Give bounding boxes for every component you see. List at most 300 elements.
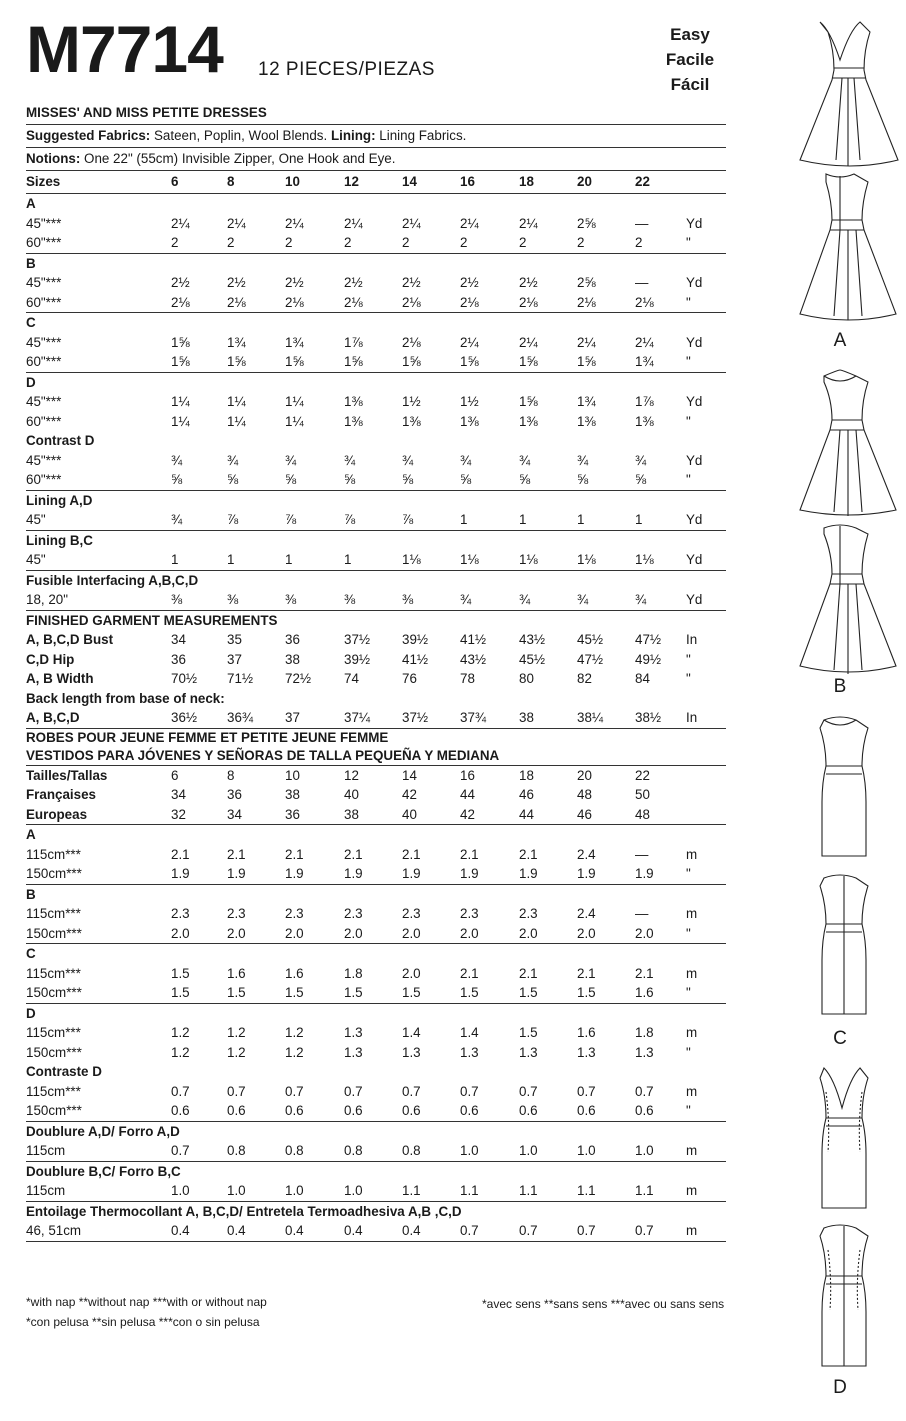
value-cell: 2.0 [344, 925, 363, 941]
value-cell: 1.6 [577, 1025, 596, 1040]
value-cell: 2.0 [402, 965, 421, 981]
value-cell: 36¾ [227, 710, 254, 725]
row-label: B [26, 255, 36, 271]
back-length-title [26, 689, 726, 709]
value-cell: 2.1 [402, 846, 421, 862]
dress-view-a-front-drawing [790, 20, 906, 170]
table-row [26, 1181, 726, 1201]
value-cell: 46 [577, 806, 592, 822]
value-cell: 1.9 [402, 866, 421, 881]
value-cell: 1⅛ [577, 552, 596, 567]
value-cell: 2.0 [285, 925, 304, 941]
row-label: 150cm*** [26, 866, 82, 881]
value-cell: 38 [285, 651, 300, 667]
value-cell: 2¼ [635, 334, 654, 350]
size-row [26, 765, 726, 786]
row-label: FINISHED GARMENT MEASUREMENTS [26, 612, 278, 628]
dress-view-c-front-drawing [790, 712, 906, 862]
unit-cell: Yd [686, 215, 703, 231]
title-fr [26, 728, 726, 747]
value-cell: ⅜ [285, 592, 297, 607]
row-label: Doublure B,C/ Forro B,C [26, 1163, 181, 1179]
difficulty-en: Easy [670, 25, 710, 44]
value-cell: ⅝ [519, 472, 531, 487]
value-cell: 2⅛ [402, 334, 421, 350]
value-cell: 1.3 [460, 1044, 479, 1060]
fabrics-label: Suggested Fabrics: [26, 128, 151, 143]
title-es [26, 747, 726, 765]
value-cell: 38½ [635, 710, 662, 725]
row-label: 115cm*** [26, 965, 81, 981]
section-title [26, 312, 726, 333]
value-cell: 1⅞ [635, 394, 654, 409]
table-row [26, 845, 726, 865]
unit-cell: m [686, 1025, 698, 1040]
table-row [26, 864, 726, 884]
value-cell: ⅜ [171, 592, 183, 607]
value-cell: ¾ [460, 592, 472, 607]
row-label: 115cm [26, 1183, 66, 1198]
table-row [26, 233, 726, 253]
value-cell: 1.5 [171, 985, 190, 1000]
fabrics-text: Sateen, Poplin, Wool Blends. [154, 128, 328, 143]
value-cell: 8 [227, 174, 235, 189]
suggested-fabrics [26, 125, 466, 147]
value-cell: 2½ [344, 275, 363, 290]
value-cell: 48 [577, 787, 592, 802]
value-cell: 1.5 [171, 965, 190, 981]
value-cell: 1.0 [285, 1183, 304, 1198]
view-label-b: B [833, 676, 847, 697]
row-label: VESTIDOS PARA JÓVENES Y SEÑORAS DE TALLA PEQUEÑA Y MEDIANA [26, 747, 500, 763]
value-cell: 1.9 [227, 866, 246, 881]
unit-cell: m [686, 1083, 698, 1099]
value-cell: 1.3 [635, 1044, 654, 1060]
difficulty-label [640, 22, 740, 97]
value-cell: 2 [285, 235, 293, 250]
value-cell: 6 [171, 174, 179, 189]
value-cell: 0.7 [227, 1083, 246, 1099]
value-cell: 1.2 [285, 1044, 304, 1060]
unit-cell: " [686, 1103, 691, 1118]
value-cell: 0.6 [285, 1103, 304, 1118]
value-cell: 1⅝ [171, 334, 190, 350]
table-row [26, 510, 726, 530]
row-label: Contraste D [26, 1064, 102, 1079]
value-cell: 2⅛ [171, 294, 190, 310]
row-label: 46, 51cm [26, 1223, 82, 1238]
value-cell: ¾ [577, 452, 589, 468]
section-title [26, 824, 726, 845]
value-cell: 1⅝ [344, 354, 363, 369]
value-cell: 2¼ [460, 215, 479, 231]
value-cell: 82 [577, 671, 592, 686]
value-cell: 1.5 [577, 985, 596, 1000]
value-cell: 1.5 [344, 985, 363, 1000]
value-cell: 1⅝ [402, 354, 421, 369]
value-cell: 1¼ [227, 413, 246, 429]
value-cell: 38 [519, 710, 534, 725]
value-cell: 1.9 [285, 866, 304, 881]
value-cell: 0.7 [460, 1223, 479, 1238]
value-cell: 49½ [635, 651, 662, 667]
row-label: C,D Hip [26, 651, 75, 667]
unit-cell: " [686, 671, 691, 686]
value-cell: 14 [402, 174, 417, 189]
value-cell: 0.6 [227, 1103, 246, 1118]
value-cell: 2.0 [519, 925, 538, 941]
value-cell: 20 [577, 174, 592, 189]
row-label: 150cm*** [26, 1103, 82, 1118]
unit-cell: " [686, 925, 691, 941]
value-cell: 2.4 [577, 846, 596, 862]
value-cell: 2½ [460, 275, 479, 290]
value-cell: 2.1 [519, 846, 538, 862]
table-row [26, 273, 726, 293]
value-cell: 22 [635, 767, 650, 783]
value-cell: 0.6 [402, 1103, 421, 1118]
value-cell: 1.9 [344, 866, 363, 881]
value-cell: 1.1 [402, 1183, 421, 1198]
value-cell: 2.1 [460, 846, 479, 862]
value-cell: 1 [460, 512, 468, 527]
value-cell: 1.1 [460, 1183, 479, 1198]
value-cell: ¾ [344, 452, 356, 468]
table-row [26, 470, 726, 490]
difficulty-es: Fácil [670, 75, 710, 94]
row-label: 150cm*** [26, 985, 82, 1000]
view-drawings [790, 0, 906, 1421]
row-label: B [26, 886, 36, 902]
value-cell: 78 [460, 671, 475, 686]
value-cell: ¾ [402, 452, 414, 468]
value-cell: ⅞ [285, 512, 297, 527]
value-cell: 0.8 [344, 1143, 363, 1158]
row-label: Back length from base of neck: [26, 690, 225, 706]
dress-view-d-front-drawing [790, 1062, 906, 1214]
value-cell: 2½ [171, 275, 190, 290]
value-cell: 37½ [402, 710, 429, 725]
value-cell: 0.7 [171, 1083, 190, 1099]
value-cell: 1.8 [344, 965, 363, 981]
value-cell: 37½ [344, 632, 371, 647]
value-cell: 1⅜ [460, 413, 479, 429]
row-label: 45"*** [26, 215, 62, 231]
table-row [26, 924, 726, 944]
value-cell: 0.8 [402, 1143, 421, 1158]
value-cell: ⅜ [227, 592, 239, 607]
row-label: 45"*** [26, 394, 62, 409]
value-cell: 2.3 [171, 906, 190, 921]
row-label: 115cm*** [26, 1083, 81, 1099]
value-cell: 35 [227, 632, 242, 647]
value-cell: 1 [285, 552, 293, 567]
value-cell: ⅝ [344, 472, 356, 487]
value-cell: 1.6 [635, 985, 654, 1000]
row-label: Lining A,D [26, 492, 93, 508]
value-cell: 38¼ [577, 710, 604, 725]
value-cell: 16 [460, 767, 475, 783]
value-cell: 45½ [519, 651, 546, 667]
value-cell: 0.7 [635, 1083, 654, 1099]
unit-cell: " [686, 354, 691, 369]
value-cell: 2.1 [635, 965, 654, 981]
value-cell: ⅞ [344, 512, 356, 527]
table-row [26, 333, 726, 353]
unit-cell: " [686, 413, 691, 429]
value-cell: 1.6 [285, 965, 304, 981]
value-cell: 1 [344, 552, 352, 567]
finished-measurements-title [26, 610, 726, 631]
row-label: 115cm*** [26, 1025, 81, 1040]
value-cell: 1.2 [285, 1025, 304, 1040]
value-cell: 2.3 [344, 906, 363, 921]
value-cell: 2¼ [402, 215, 421, 231]
value-cell: 16 [460, 174, 475, 189]
value-cell: 1.9 [577, 866, 596, 881]
value-cell: ⅞ [402, 512, 414, 527]
unit-cell: Yd [686, 334, 703, 350]
suggested-fabrics-row [26, 124, 726, 147]
value-cell: 1.1 [635, 1183, 654, 1198]
section-title [26, 193, 726, 214]
value-cell: 1⅜ [519, 413, 538, 429]
table-row [26, 669, 726, 689]
value-cell: — [635, 846, 649, 862]
value-cell: ¾ [171, 452, 183, 468]
row-label: 115cm*** [26, 906, 81, 921]
value-cell: ¾ [227, 452, 239, 468]
value-cell: 44 [460, 787, 475, 802]
value-cell: 2 [171, 235, 179, 250]
value-cell: 1.1 [519, 1183, 538, 1198]
value-cell: 2⅛ [344, 294, 363, 310]
row-label: 60"*** [26, 472, 62, 487]
value-cell: ⅞ [227, 512, 239, 527]
row-label: 45"*** [26, 334, 62, 350]
value-cell: 2⅛ [519, 294, 538, 310]
lining-text: Lining Fabrics. [379, 128, 467, 143]
table-row [26, 293, 726, 313]
section-title [26, 253, 726, 274]
value-cell: ¾ [519, 592, 531, 607]
value-cell: 41½ [460, 632, 487, 647]
unit-cell: Yd [686, 552, 703, 567]
value-cell: 36 [285, 806, 300, 822]
value-cell: 36 [227, 787, 242, 802]
unit-cell: m [686, 1183, 698, 1198]
value-cell: 2½ [519, 275, 538, 290]
value-cell: 2.1 [171, 846, 190, 862]
sizes-header-row [26, 170, 726, 193]
view-label-a: A [833, 330, 847, 351]
unit-cell: m [686, 906, 698, 921]
value-cell: 1.2 [227, 1025, 246, 1040]
value-cell: 0.7 [285, 1083, 304, 1099]
dress-view-a-back-drawing [790, 170, 906, 325]
row-label: 45"*** [26, 452, 62, 468]
value-cell: 38 [285, 787, 300, 802]
value-cell: 1.0 [460, 1143, 479, 1158]
value-cell: 0.4 [285, 1223, 304, 1238]
value-cell: 48 [635, 806, 650, 822]
value-cell: 2.1 [227, 846, 246, 862]
value-cell: 2¼ [171, 215, 190, 231]
value-cell: 2.1 [344, 846, 363, 862]
value-cell: 0.7 [402, 1083, 421, 1099]
row-label: 150cm*** [26, 925, 82, 941]
value-cell: 1⅝ [577, 354, 596, 369]
table-row [26, 983, 726, 1003]
value-cell: 1⅝ [227, 354, 246, 369]
value-cell: 34 [227, 806, 242, 822]
value-cell: 34 [171, 632, 186, 647]
unit-cell: " [686, 651, 691, 667]
section-title [26, 431, 726, 451]
value-cell: 1¼ [227, 394, 246, 409]
value-cell: 1¼ [171, 394, 190, 409]
value-cell: 1.0 [577, 1143, 596, 1158]
value-cell: 0.7 [577, 1223, 596, 1238]
unit-cell: Yd [686, 592, 703, 607]
value-cell: — [635, 906, 649, 921]
section-title [26, 943, 726, 964]
value-cell: ⅝ [227, 472, 239, 487]
value-cell: 10 [285, 767, 300, 783]
value-cell: 1⅝ [460, 354, 479, 369]
value-cell: 2¼ [285, 215, 304, 231]
notions-row [26, 147, 726, 170]
table-row [26, 904, 726, 924]
value-cell: 0.6 [577, 1103, 596, 1118]
unit-cell: Yd [686, 452, 703, 468]
value-cell: 72½ [285, 671, 312, 686]
unit-cell: " [686, 294, 691, 310]
value-cell: 2¼ [227, 215, 246, 231]
value-cell: 2.0 [635, 925, 654, 941]
value-cell: 0.6 [460, 1103, 479, 1118]
value-cell: 14 [402, 767, 417, 783]
size-row [26, 805, 726, 825]
value-cell: 44 [519, 806, 534, 822]
table-row [26, 1023, 726, 1043]
value-cell: 34 [171, 787, 186, 802]
row-label: 150cm*** [26, 1044, 82, 1060]
value-cell: 1¾ [227, 334, 246, 350]
value-cell: 0.6 [519, 1103, 538, 1118]
value-cell: 1¼ [171, 413, 190, 429]
row-label: 60"*** [26, 413, 62, 429]
footnote-en: *with nap **without nap ***with or without nap [26, 1295, 267, 1309]
row-label: A [26, 196, 36, 211]
value-cell: 2.3 [402, 906, 421, 921]
value-cell: 10 [285, 174, 300, 189]
value-cell: 2 [344, 235, 352, 250]
value-cell: 1.9 [460, 866, 479, 881]
table-row [26, 550, 726, 570]
value-cell: 1.4 [402, 1025, 421, 1040]
dress-view-c-back-drawing [790, 870, 906, 1020]
dress-view-b-back-drawing [790, 520, 906, 680]
value-cell: 2.4 [577, 906, 596, 921]
row-label: D [26, 374, 36, 390]
value-cell: 2.0 [577, 925, 596, 941]
value-cell: 2⅛ [402, 294, 421, 310]
row-label: 115cm [26, 1143, 66, 1158]
value-cell: 1.3 [519, 1044, 538, 1060]
unit-cell: " [686, 985, 691, 1000]
difficulty-fr: Facile [665, 50, 715, 69]
value-cell: 2⅛ [227, 294, 246, 310]
value-cell: 20 [577, 767, 592, 783]
value-cell: 2 [402, 235, 410, 250]
value-cell: 84 [635, 671, 650, 686]
table-title [26, 102, 726, 124]
row-label: Europeas [26, 806, 88, 822]
value-cell: 2¼ [577, 334, 596, 350]
footnote-es: *con pelusa **sin pelusa ***con o sin pelusa [26, 1315, 260, 1329]
unit-cell: Yd [686, 275, 703, 290]
value-cell: 2½ [402, 275, 421, 290]
value-cell: 1.3 [344, 1025, 363, 1040]
section-title [26, 1161, 726, 1182]
value-cell: 1⅜ [344, 413, 363, 429]
unit-cell: m [686, 965, 698, 981]
value-cell: 38 [344, 806, 359, 822]
value-cell: 1⅜ [635, 413, 654, 429]
value-cell: 2½ [285, 275, 304, 290]
value-cell: 47½ [577, 651, 604, 667]
row-label: Lining B,C [26, 532, 93, 548]
value-cell: 2.3 [285, 906, 304, 921]
value-cell: ¾ [285, 452, 297, 468]
value-cell: ¾ [577, 592, 589, 607]
row-label: 60"*** [26, 235, 62, 250]
value-cell: 1⅝ [285, 354, 304, 369]
value-cell: 42 [402, 787, 417, 802]
value-cell: ¾ [171, 512, 183, 527]
value-cell: 0.4 [402, 1223, 421, 1238]
value-cell: 1¾ [285, 334, 304, 350]
table-row [26, 392, 726, 412]
value-cell: 39½ [344, 651, 371, 667]
value-cell: 1¾ [635, 354, 654, 369]
value-cell: ⅝ [577, 472, 589, 487]
row-label: A, B Width [26, 671, 94, 686]
value-cell: 1.9 [519, 866, 538, 881]
value-cell: 1.0 [635, 1143, 654, 1158]
value-cell: 1⅜ [402, 413, 421, 429]
section-title [26, 1062, 726, 1082]
section-title [26, 570, 726, 591]
dress-view-d-back-drawing [790, 1220, 906, 1372]
value-cell: ⅜ [402, 592, 414, 607]
value-cell: 2⅝ [577, 215, 596, 231]
value-cell: 37¼ [344, 710, 371, 725]
value-cell: ¾ [635, 592, 647, 607]
value-cell: 2⅛ [577, 294, 596, 310]
value-cell: 42 [460, 806, 475, 822]
unit-cell: " [686, 866, 691, 881]
unit-cell: " [686, 235, 691, 250]
value-cell: 1.3 [344, 1044, 363, 1060]
value-cell: 1⅛ [402, 552, 421, 567]
row-label: C [26, 946, 36, 961]
value-cell: 70½ [171, 671, 198, 686]
value-cell: 2.0 [460, 925, 479, 941]
value-cell: 2.3 [227, 906, 246, 921]
value-cell: 18 [519, 174, 534, 189]
